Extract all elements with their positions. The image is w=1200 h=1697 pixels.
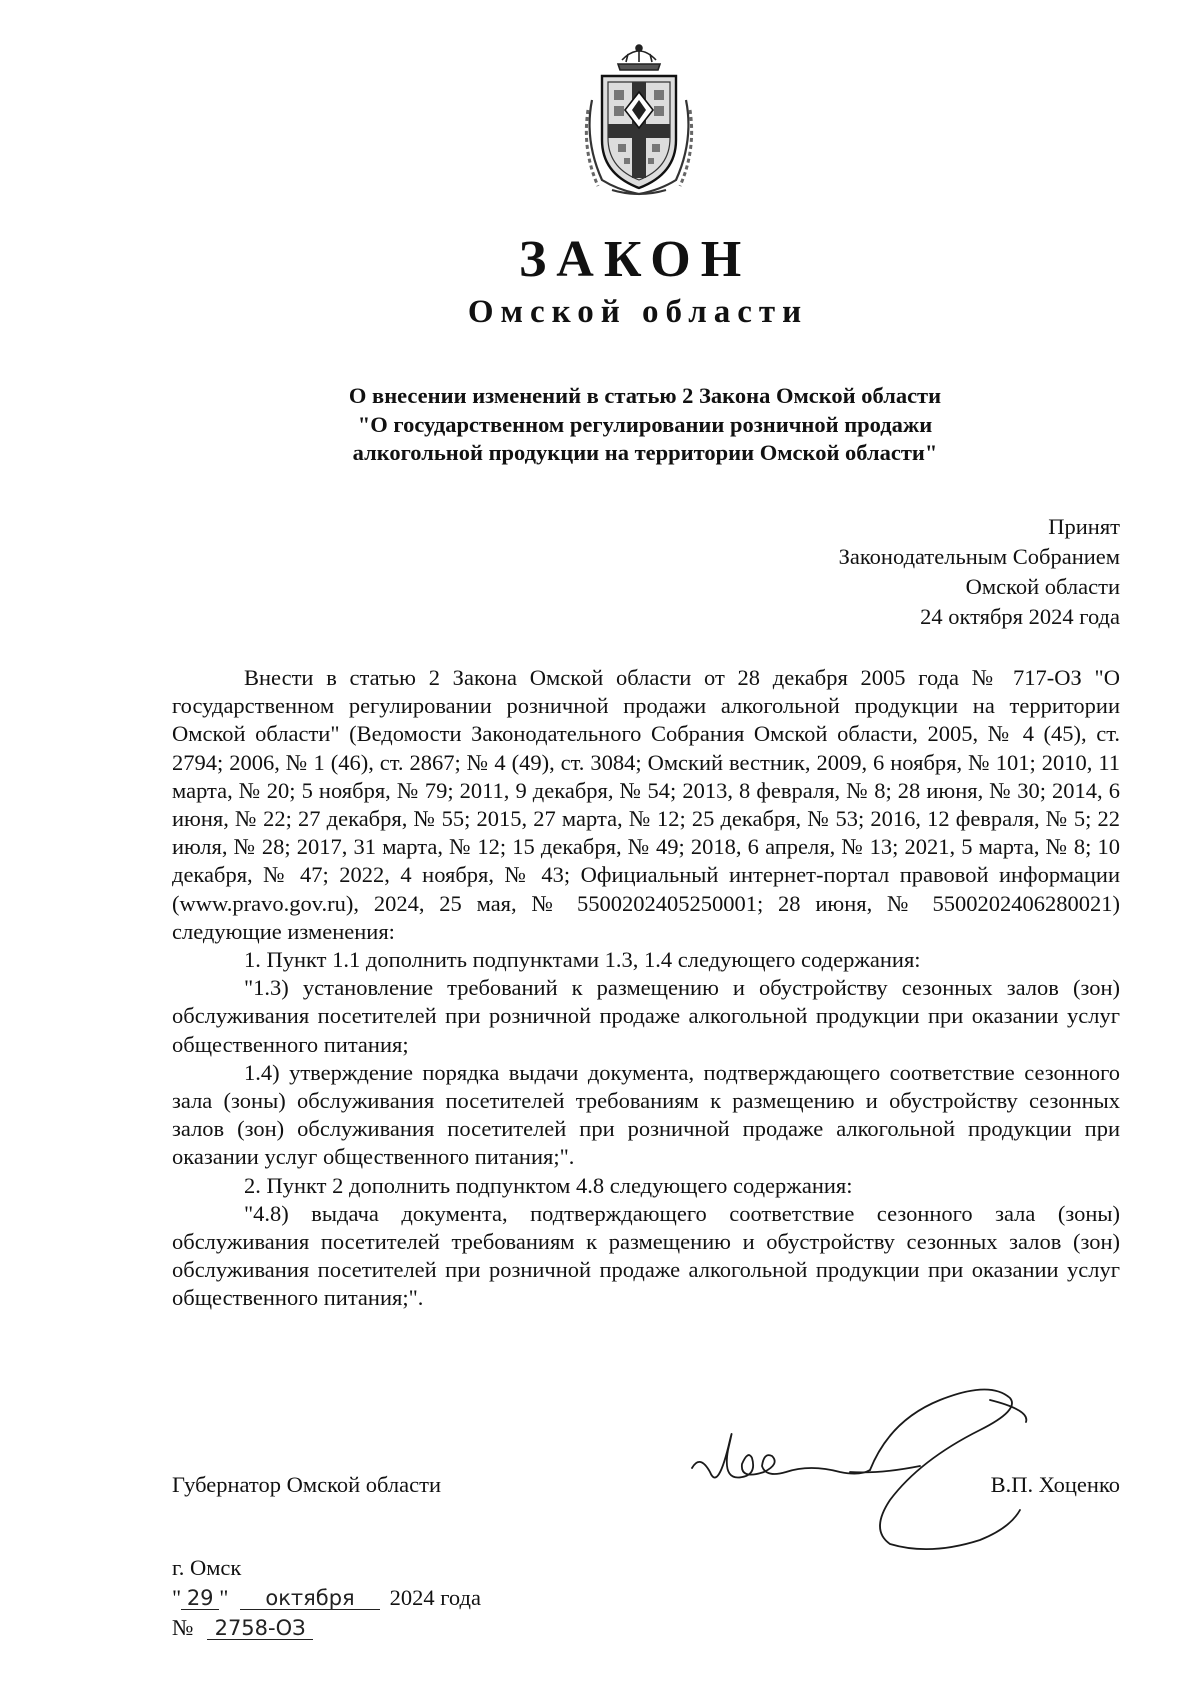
number-prefix: №	[172, 1615, 194, 1640]
law-heading-line: "О государственном регулировании розничной продажи	[357, 411, 933, 437]
subitem-1-4-paragraph: 1.4) утверждение порядка выдачи документа, подтверждающего соответствие сезонного зала (зоны) обслуживания посетителей требованиям к размещению и обустройству сезонных залов (зон) обслуживания посетителей при розничной продаже алкогольной продукции при оказании услуг общественного питания;".	[172, 1059, 1120, 1170]
law-heading	[0, 382, 1200, 468]
governor-title: Губернатор Омской области	[172, 1472, 441, 1497]
document-subtitle: Омской области	[467, 294, 809, 330]
law-heading-line: О внесении изменений в статью 2 Закона Омской области	[348, 383, 942, 408]
signature-block	[172, 1458, 1120, 1518]
date-day: 29	[181, 1587, 219, 1610]
date-month: октября	[240, 1587, 380, 1610]
adoption-line: Законодательным Собранием	[838, 544, 1120, 569]
adoption-line: Принят	[1048, 514, 1120, 539]
date-year: 2024 года	[389, 1585, 481, 1610]
governor-name: В.П. Хоценко	[990, 1472, 1120, 1497]
coat-of-arms-emblem	[578, 40, 700, 198]
footer-block	[172, 1553, 481, 1643]
date-quote-open: "	[172, 1585, 182, 1610]
adoption-date: 24 октября 2024 года	[920, 604, 1120, 629]
intro-paragraph: Внести в статью 2 Закона Омской области от 28 декабря 2005 года № 717-ОЗ "О государственном регулировании розничной продажи алкогольной продукции на территории Омской области" (Ведомости Законодательного Собрания Омской области, 2005, № 4 (45), ст. 2794; 2006, № 1 (46), ст. 2867; № 4 (49), ст. 3084; Омский вестник, 2009, 6 ноября, № 101; 2010, 11 марта, № 20; 5 ноября, № 79; 2011, 9 декабря, № 54; 2013, 8 февраля, № 8; 28 июня, № 30; 2014, 6 июня, № 22; 27 декабря, № 55; 2015, 27 марта, № 12; 25 декабря, № 53; 2016, 12 февраля, № 5; 22 июля, № 28; 2017, 31 марта, № 12; 15 декабря, № 49; 2018, 6 апреля, № 13; 2021, 5 марта, № 8; 10 декабря, № 47; 2022, 4 ноября, № 43; Официальный интернет-портал правовой информации (www.pravo.gov.ru), 2024, 25 мая, № 5500202405250001; 28 июня, № 5500202406280021) следующие изменения:	[172, 665, 1120, 944]
subitem-4-8-paragraph: "4.8) выдача документа, подтверждающего соответствие сезонного зала (зоны) обслуживания посетителей требованиям к размещению и обустройству сезонных залов (зон) обслуживания посетителей при розничной продаже алкогольной продукции при оказании услуг общественного питания;".	[172, 1200, 1120, 1311]
law-heading-line: алкогольной продукции на территории Омской области"	[352, 440, 938, 465]
law-body	[172, 664, 1120, 1313]
subitem-1-3-paragraph: "1.3) установление требований к размещению и обустройству сезонных залов (зон) обслуживания посетителей при розничной продаже алкогольной продукции при оказании услуг общественного питания;	[172, 975, 1120, 1057]
date-line	[172, 1583, 481, 1613]
item-2-paragraph: 2. Пункт 2 дополнить подпунктом 4.8 следующего содержания:	[244, 1172, 853, 1198]
number-line	[172, 1613, 481, 1643]
document-title: ЗАКОН	[518, 231, 752, 288]
law-number: 2758-ОЗ	[207, 1617, 313, 1640]
adoption-line: Омской области	[965, 574, 1120, 599]
adoption-block	[700, 512, 1120, 632]
date-quote-close: "	[219, 1585, 229, 1610]
city-line: г. Омск	[172, 1555, 242, 1580]
item-1-paragraph: 1. Пункт 1.1 дополнить подпунктами 1.3, 1.4 следующего содержания:	[244, 947, 921, 973]
